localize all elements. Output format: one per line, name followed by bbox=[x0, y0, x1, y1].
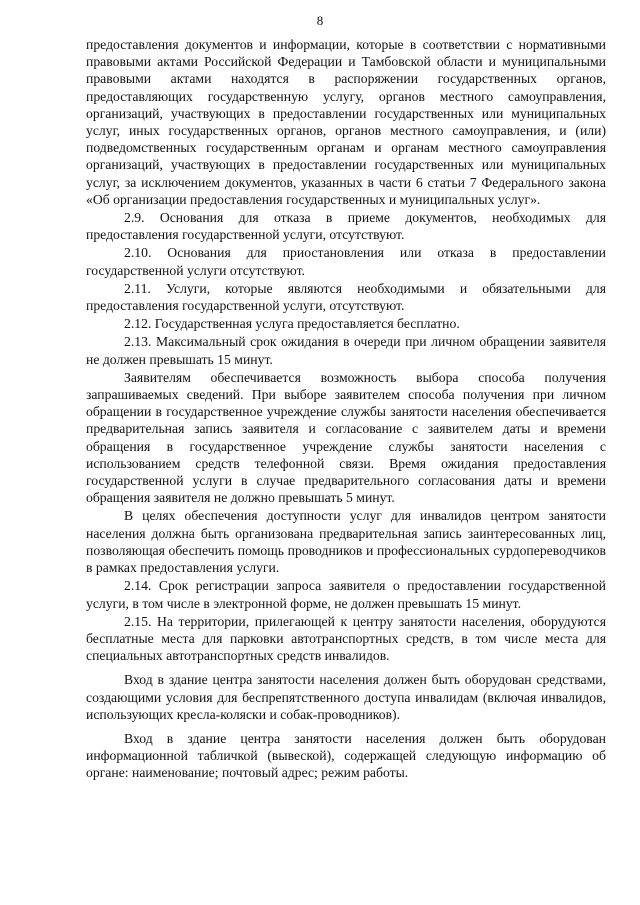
paragraph-2-13: 2.13. Максимальный срок ожидания в очереди при личном обращении заявителя не должен превышать 15 минут. bbox=[86, 334, 606, 367]
paragraph-entrance-equipment: Вход в здание центра занятости населения должен быть оборудован средствами, создающими условия для беспрепятственного доступа инвалидам (включая инвалидов, использующих кресла-коляски и собак-проводников). bbox=[86, 672, 606, 722]
paragraph-2-12: 2.12. Государственная услуга предоставляется бесплатно. bbox=[124, 316, 460, 332]
paragraph-2-10: 2.10. Основания для приостановления или отказа в предоставлении государственной услуги отсутствуют. bbox=[86, 245, 606, 278]
page-number: 8 bbox=[316, 13, 324, 28]
paragraph-entrance-sign: Вход в здание центра занятости населения должен быть оборудован информационной табличкой (вывеской), содержащей следующую информацию об органе: наименование; почтовый адрес; режим работы. bbox=[86, 730, 606, 781]
paragraph-2-14: 2.14. Срок регистрации запроса заявителя о предоставлении государственной услуги, в том числе в электронной форме, не должен превышать 15 минут. bbox=[86, 578, 606, 611]
paragraph-waiting-choice: Заявителям обеспечивается возможность выбора способа получения запрашиваемых сведений. При выборе заявителем способа получения при личном обращении в государственное учреждение службы занятости населения обеспечивается предварительная запись заявителя и согласование с заявителем даты и времени обращения в государственное учреждение службы занятости населения с использованием средств телефонной связи. Время ожидания предоставления государственной услуги в случае предварительного согласования даты и времени обращения заявителя не должно превышать 5 минут. bbox=[86, 369, 606, 506]
paragraph-2-15: 2.15. На территории, прилегающей к центру занятости населения, оборудуются бесплатные места для парковки автотранспортных средств, в том числе места для специальных автотранспортных средств инвалидов. bbox=[86, 613, 606, 664]
document-body bbox=[86, 36, 606, 782]
paragraph-continuation: предоставления документов и информации, которые в соответствии с нормативными правовыми актами Российской Федерации и Тамбовской области и муниципальными правовыми актами находятся в распоряжении государственных органов, предоставляющих государственную услугу, органов местного самоуправления, организаций, участвующих в предоставлении государственных или муниципальных услуг, иных государственных органов, органов местного самоуправления, и (или) подведомственных государственным органам и органам местного самоуправления организаций, участвующих в предоставлении государственных или муниципальных услуг, за исключением документов, указанных в части 6 статьи 7 Федерального закона «Об организации предоставления государственных и муниципальных услуг». bbox=[86, 37, 606, 207]
paragraph-2-9: 2.9. Основания для отказа в приеме документов, необходимых для предоставления государственной услуги, отсутствуют. bbox=[86, 210, 606, 243]
paragraph-accessibility: В целях обеспечения доступности услуг для инвалидов центром занятости населения должна быть организована предварительная запись заинтересованных лиц, позволяющая обеспечить помощь проводников и профессиональных сурдопереводчиков в рамках предоставления услуги. bbox=[86, 508, 606, 576]
paragraph-2-11: 2.11. Услуги, которые являются необходимыми и обязательными для предоставления государственной услуги, отсутствуют. bbox=[86, 280, 606, 314]
